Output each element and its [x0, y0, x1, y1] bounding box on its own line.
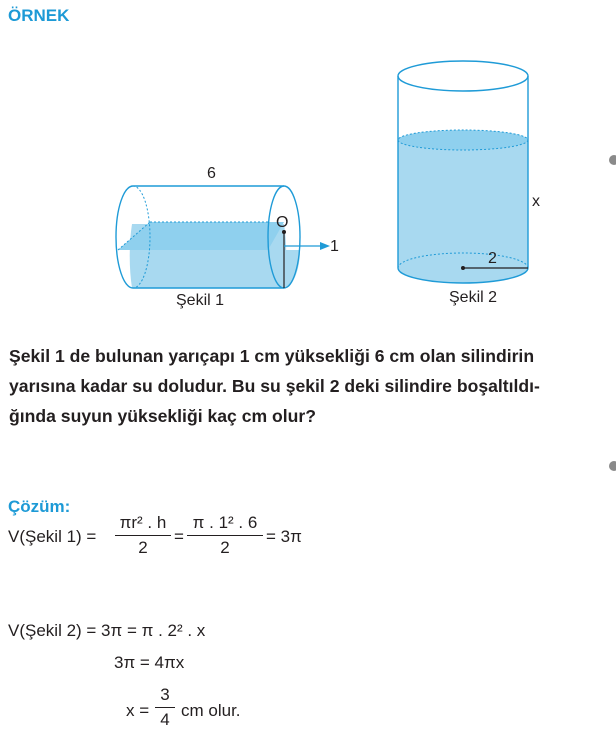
- figure2-radius-label: 2: [488, 250, 497, 267]
- equation-3pi-4pix: 3π = 4πx: [114, 653, 185, 672]
- figure1-caption: Şekil 1: [176, 292, 225, 309]
- margin-dot: [609, 461, 616, 471]
- fraction-2: [187, 513, 263, 558]
- vertical-cylinder: [398, 61, 528, 283]
- problem-line: ğında suyun yüksekliği kaç cm olur?: [9, 406, 317, 426]
- figure2-caption: Şekil 2: [449, 289, 498, 306]
- figure1-center-label: O: [276, 214, 289, 231]
- figure1-length-label: 6: [207, 165, 216, 182]
- problem-line: yarısına kadar su doludur. Bu su şekil 2 deki silindire boşaltıldı-: [9, 376, 540, 396]
- v2-equation: V(Şekil 2) = 3π = π . 2² . x: [8, 621, 206, 640]
- figures-illustration: [0, 0, 616, 320]
- problem-line: Şekil 1 de bulunan yarıçapı 1 cm yüksekliği 6 cm olan silindirin: [9, 346, 535, 366]
- fraction-bar: [115, 535, 171, 536]
- fraction-x: [155, 685, 175, 730]
- fraction-x-numerator: 3: [160, 685, 170, 704]
- v1-lhs: V(Şekil 1) =: [8, 527, 97, 546]
- x-lhs: x =: [126, 701, 150, 720]
- fraction-2-denominator: 2: [220, 538, 230, 557]
- figure2-height-label: x: [532, 193, 540, 210]
- solution-title: Çözüm:: [8, 497, 71, 516]
- equals-sign: =: [174, 527, 184, 546]
- fraction-1-denominator: 2: [138, 538, 148, 557]
- fraction-1: [115, 513, 171, 558]
- fraction-x-denominator: 4: [160, 710, 170, 729]
- x-rhs: cm olur.: [181, 701, 241, 720]
- fraction-bar: [155, 707, 175, 708]
- figure1-radius-label: 1: [330, 238, 339, 255]
- fraction-1-numerator: πr² . h: [119, 513, 167, 532]
- fraction-2-numerator: π . 1² . 6: [192, 513, 258, 532]
- v1-result: = 3π: [266, 527, 302, 546]
- example-heading: ÖRNEK: [8, 6, 70, 25]
- margin-dot: [609, 155, 616, 165]
- fraction-bar: [187, 535, 263, 536]
- horizontal-cylinder: [116, 186, 330, 288]
- problem-statement: [9, 341, 609, 431]
